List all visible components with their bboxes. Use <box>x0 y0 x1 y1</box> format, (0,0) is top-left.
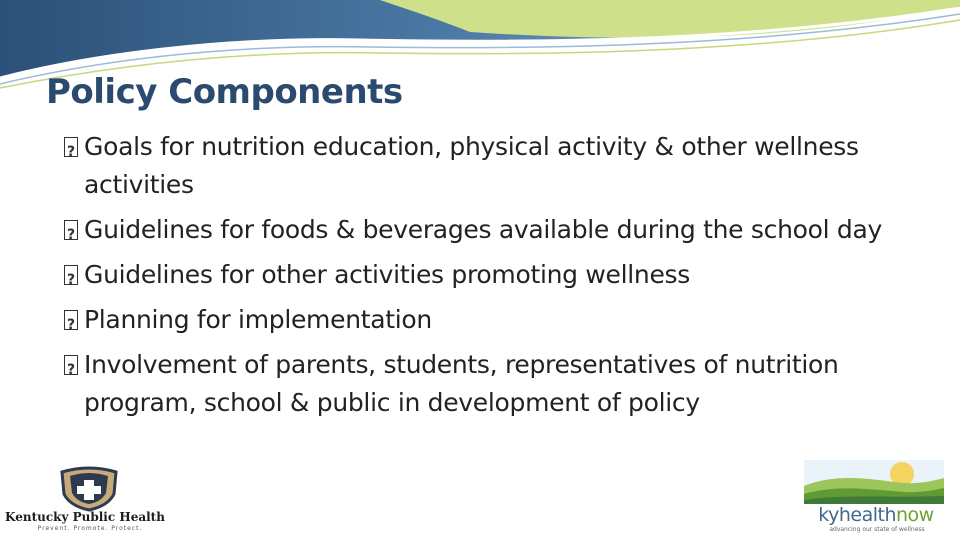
kyhealthnow-name <box>806 504 946 526</box>
bullet-box-icon <box>64 355 78 375</box>
bullet-text: Involvement of parents, students, representatives of nutrition program, school & public in development of policy <box>84 350 839 417</box>
bullet-item <box>64 128 924 204</box>
kyhealthnow-tagline: advancing our state of wellness <box>829 526 925 533</box>
bullet-text: Guidelines for foods & beverages available during the school day <box>84 215 882 244</box>
bullet-text: Goals for nutrition education, physical activity & other wellness activities <box>84 132 859 199</box>
kentucky-public-health-name: Kentucky Public Health <box>5 510 165 524</box>
bullet-box-icon <box>64 137 78 157</box>
bullet-text: Guidelines for other activities promoting wellness <box>84 260 690 289</box>
bullet-text: Planning for implementation <box>84 305 432 334</box>
bullet-box-icon <box>64 220 78 240</box>
bullet-box-icon <box>64 265 78 285</box>
bullet-item <box>64 211 924 249</box>
bullet-list <box>64 128 924 429</box>
bullet-item <box>64 256 924 294</box>
bullet-item <box>64 346 924 422</box>
slide-title: Policy Components <box>46 72 403 112</box>
kyhealthnow-name-part2: now <box>896 504 934 526</box>
bullet-item <box>64 301 924 339</box>
bullet-box-icon <box>64 310 78 330</box>
kentucky-public-health-tagline: Prevent. Promote. Protect. <box>37 525 143 532</box>
kyhealthnow-name-part1: kyhealth <box>818 504 896 526</box>
